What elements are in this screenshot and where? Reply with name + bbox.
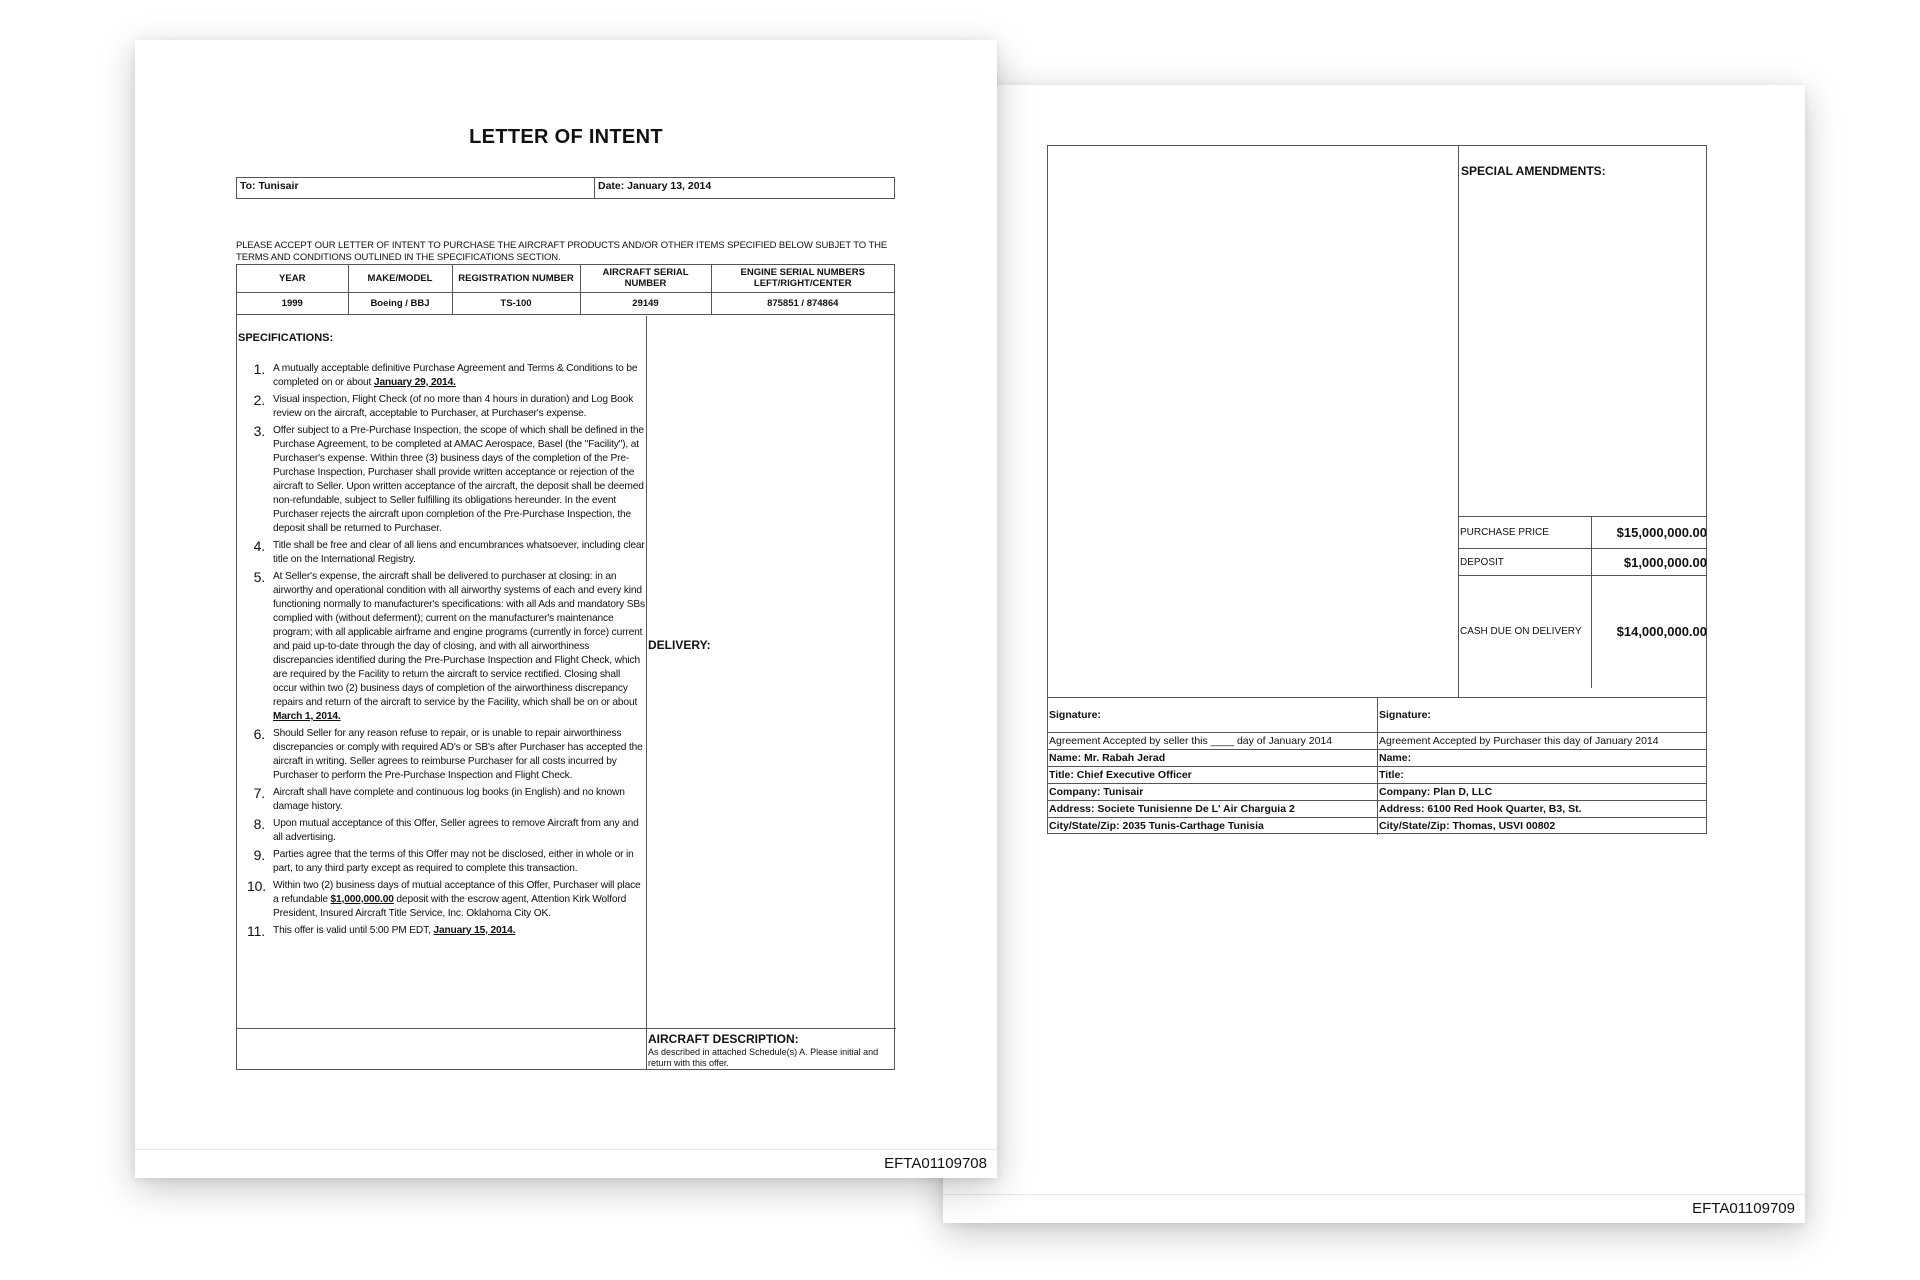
aircraft-table-header (237, 265, 894, 292)
letter-of-intent-page-1 (135, 40, 997, 1178)
special-amendments-label: SPECIAL AMENDMENTS: (1461, 164, 1606, 178)
list-item: 10. Within two (2) business days of mutual acceptance of this Offer, Purchaser will place a refundable $1,000,000.00 deposit with the escrow agent, Attention Kirk Wolford President, Insured Aircraft Title Service, Inc. Oklahoma City OK. (247, 878, 641, 919)
table-row (1048, 818, 1707, 835)
seller-accepted: Agreement Accepted by seller this ____ day of January 2014 (1048, 733, 1378, 750)
aircraft-description-label: AIRCRAFT DESCRIPTION: (648, 1032, 799, 1046)
col-registration: REGISTRATION NUMBER (452, 265, 580, 292)
table-row (237, 292, 894, 314)
date-field: Date: January 13, 2014 (598, 180, 712, 192)
col-year: YEAR (237, 265, 348, 292)
list-item: 9. Parties agree that the terms of this Offer may not be disclosed, either in whole or in part, to any third party except as required to complete this transaction. (253, 847, 634, 874)
table-row (1048, 750, 1707, 767)
col-serial: AIRCRAFT SERIAL NUMBER (580, 265, 711, 292)
column-divider (646, 316, 647, 1070)
purchaser-company: Company: Plan D, LLC (1378, 784, 1708, 801)
letter-of-intent-page-2 (943, 85, 1805, 1223)
purchaser-accepted: Agreement Accepted by Purchaser this day of January 2014 (1378, 733, 1708, 750)
list-item: 8. Upon mutual acceptance of this Offer, Seller agrees to remove Aircraft from any and all advertising. (253, 816, 639, 843)
list-item: 2. Visual inspection, Flight Check (of no more than 4 hours in duration) and Log Book review on the aircraft, acceptable to Purchaser, at Purchaser's expense. (253, 392, 634, 419)
cell-engine-serials: 875851 / 874864 (711, 292, 894, 314)
footer-rule (135, 1149, 997, 1150)
list-item: 5. At Seller's expense, the aircraft shall be delivered to purchaser at closing: in an airworthy and operational condition with all airworthy systems of each and every kind functioning normally to manufacturer's specifications: with all Ads and mandatory SBs complied with (without deferment); current on the manufacturer's maintenance program; with all applicable airframe and engine programs (currently in force) current and paid up-to-date through the day of closing, and with all airworthiness discrepancies identified during the Pre-Purchase Inspection and Flight Check, which are required by the Facility to return the aircraft to service rectified. Closing shall occur within two (2) business days of completion of the airworthiness discrepancy repairs and return of the aircraft to service by the Facility, which shall be on or about March 1, 2014. (253, 569, 645, 722)
list-item: 6. Should Seller for any reason refuse to repair, or is unable to repair airworthiness discrepancies or comply with required AD's or SB's after Purchaser has accepted the aircraft in writing. Seller agrees to reimburse Purchaser for all costs incurred by Purchaser to perform the Pre-Purchase Inspection and Flight Check. (253, 726, 643, 781)
to-date-box (236, 177, 895, 199)
seller-city: City/State/Zip: 2035 Tunis-Carthage Tunisia (1048, 818, 1378, 835)
cash-due-value: $14,000,000.00 (1591, 576, 1707, 688)
purchaser-signature: Signature: (1378, 698, 1708, 733)
deposit-label: DEPOSIT (1458, 549, 1591, 576)
footer-rule (943, 1194, 1805, 1195)
seller-title: Title: Chief Executive Officer (1048, 767, 1378, 784)
specifications-list (247, 362, 646, 941)
table-row (1048, 801, 1707, 818)
section-divider (237, 1028, 896, 1029)
list-item: 1. A mutually acceptable definitive Purchase Agreement and Terms & Conditions to be completed on or about January 29, 2014. (253, 361, 638, 388)
deposit-value: $1,000,000.00 (1591, 549, 1707, 576)
specifications-label: SPECIFICATIONS: (238, 332, 334, 344)
list-item: 3. Offer subject to a Pre-Purchase Inspection, the scope of which shall be defined in the Purchase Agreement, to be completed at AMAC Aerospace, Basel (the "Facility"), at Purchaser's expense. Within three (3) business days of the completion of the Pre-Purchase Inspection, Purchaser shall provide written acceptance or rejection of the aircraft to Seller. Upon written acceptance of the aircraft, the deposit shall be deemed non-refundable, subject to Seller fulfilling its obligations hereunder. In the event Purchaser rejects the aircraft upon completion of the Pre-Purchase Inspection, the deposit shall be returned to Purchaser. (253, 423, 644, 534)
col-engine-serials: ENGINE SERIAL NUMBERS LEFT/RIGHT/CENTER (711, 265, 894, 292)
purchaser-city: City/State/Zip: Thomas, USVI 00802 (1378, 818, 1708, 835)
document-id: EFTA01109709 (1692, 1200, 1795, 1217)
cell-registration: TS-100 (452, 292, 580, 314)
seller-company: Company: Tunisair (1048, 784, 1378, 801)
purchase-price-value: $15,000,000.00 (1591, 517, 1707, 549)
table-row (1458, 549, 1707, 576)
cash-due-label: CASH DUE ON DELIVERY (1458, 576, 1591, 688)
table-row (1048, 784, 1707, 801)
purchase-price-label: PURCHASE PRICE (1458, 517, 1591, 549)
amendments-form-frame (1047, 145, 1707, 834)
table-row (1048, 698, 1707, 733)
table-row (1048, 733, 1707, 750)
cell-serial: 29149 (580, 292, 711, 314)
to-field: To: Tunisair (237, 178, 595, 198)
signature-table (1048, 697, 1707, 835)
loi-form-frame (236, 264, 895, 1070)
intro-text: PLEASE ACCEPT OUR LETTER OF INTENT TO PURCHASE THE AIRCRAFT PRODUCTS AND/OR OTHER ITEMS SPECIFIED BELOW SUBJET TO THE TERMS AND CONDITIONS OUTLINED IN THE SPECIFICATIONS SECTION. (236, 240, 888, 263)
cell-make-model: Boeing / BBJ (348, 292, 452, 314)
list-item: 11. This offer is valid until 5:00 PM EDT, January 15, 2014. (247, 923, 516, 939)
document-id: EFTA01109708 (884, 1155, 987, 1172)
specifications-section (237, 316, 646, 1028)
table-row (1048, 767, 1707, 784)
table-row (1458, 517, 1707, 549)
col-make-model: MAKE/MODEL (348, 265, 452, 292)
list-item: 4. Title shall be free and clear of all liens and encumbrances whatsoever, including clear title on the International Registry. (253, 538, 645, 565)
list-item: 7. Aircraft shall have complete and continuous log books (in English) and no known damage history. (253, 785, 625, 812)
table-row (1458, 576, 1707, 688)
purchaser-name: Name: (1378, 750, 1708, 767)
seller-name: Name: Mr. Rabah Jerad (1048, 750, 1378, 767)
price-table (1458, 516, 1707, 688)
purchaser-address: Address: 6100 Red Hook Quarter, B3, St. (1378, 801, 1708, 818)
aircraft-description-text: As described in attached Schedule(s) A. Please initial and return with this offer. (648, 1047, 879, 1068)
page-title: LETTER OF INTENT (469, 126, 663, 148)
purchaser-title: Title: (1378, 767, 1708, 784)
aircraft-table (237, 265, 894, 315)
cell-year: 1999 (237, 292, 348, 314)
seller-address: Address: Societe Tunisienne De L' Air Charguia 2 (1048, 801, 1378, 818)
delivery-label: DELIVERY: (648, 638, 711, 652)
seller-signature: Signature: (1048, 698, 1378, 733)
